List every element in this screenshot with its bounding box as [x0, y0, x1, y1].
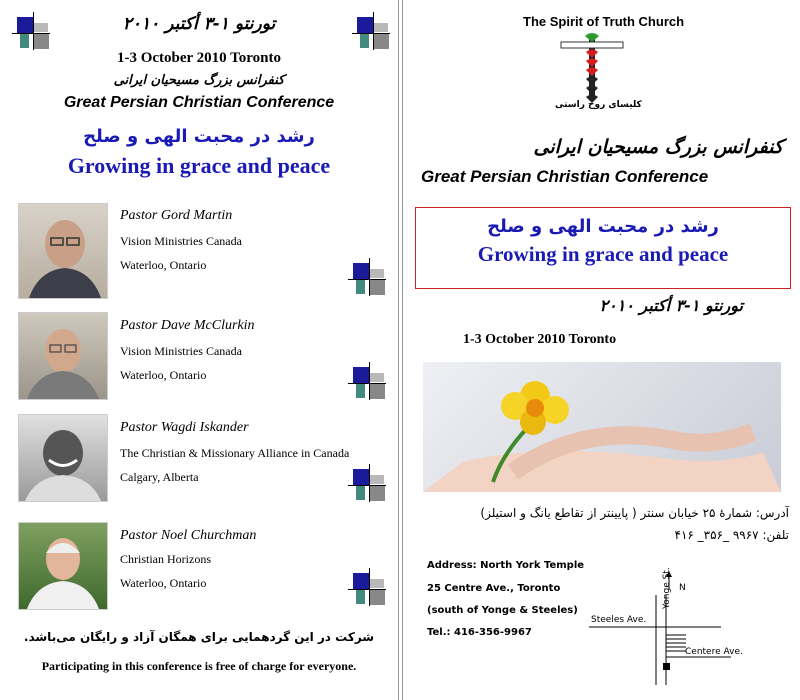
speaker-portrait-icon — [19, 415, 107, 501]
map-label-yonge: Yonge St. — [662, 567, 672, 609]
flower-hands-photo — [423, 362, 781, 492]
church-name-arabic: کلیسای روح راستی — [555, 100, 642, 110]
speaker-city: Waterloo, Ontario — [120, 258, 207, 272]
theme-arabic: رشد در محبت الهی و صلح — [83, 126, 315, 147]
right-panel — [402, 0, 800, 700]
map-label-steeles: Steeles Ave. — [591, 615, 647, 625]
speaker-org: Vision Ministries Canada — [120, 234, 242, 248]
date-english: 1-3 October 2010 Toronto — [463, 332, 617, 347]
speaker-photo — [18, 414, 108, 502]
north-indicator: N — [679, 583, 686, 593]
speaker-org: Vision Ministries Canada — [120, 344, 242, 358]
date-english: 1-3 October 2010 Toronto — [116, 50, 282, 66]
speaker-city: Waterloo, Ontario — [120, 576, 207, 590]
street-english: 25 Centre Ave., Toronto — [427, 583, 561, 594]
theme-arabic: رشد در محبت الهی و صلح — [487, 216, 719, 237]
left-panel — [0, 0, 399, 700]
speaker-portrait-icon — [19, 204, 107, 298]
corner-squares-icon — [348, 568, 386, 606]
flower-icon — [423, 362, 781, 492]
speaker-org: Christian Horizons — [120, 552, 211, 566]
corner-squares-icon — [348, 464, 386, 502]
free-note-english: Participating in this conference is free of charge for everyone. — [41, 659, 357, 673]
speaker-city: Calgary, Alberta — [120, 470, 199, 484]
address-english: Address: North York Temple — [427, 560, 585, 571]
conference-title: Great Persian Christian Conference — [421, 167, 709, 186]
near-english: (south of Yonge & Steeles) — [427, 605, 578, 616]
speaker-name: Pastor Dave McClurkin — [120, 318, 255, 333]
speaker-city: Waterloo, Ontario — [120, 368, 207, 382]
theme-english: Growing in grace and peace — [67, 153, 331, 178]
speaker-name: Pastor Wagdi Iskander — [120, 420, 249, 435]
date-arabic: تورنتو ۱-۳ أکتبر ۲۰۱۰ — [122, 14, 276, 34]
phone-arabic: تلفن: ۹۹۶۷ _۳۵۶_ ۴۱۶ — [674, 528, 789, 542]
location-map — [581, 565, 791, 685]
corner-squares-icon — [348, 258, 386, 296]
speaker-portrait-icon — [19, 313, 107, 399]
corner-squares-icon — [348, 362, 386, 400]
theme-box — [415, 207, 791, 289]
theme-english: Growing in grace and peace — [477, 242, 729, 266]
speaker-photo — [18, 312, 108, 400]
date-arabic: تورنتو ۱-۳ أکتبر ۲۰۱۰ — [599, 296, 743, 315]
address-arabic: آدرس: شمارهٔ ۲۵ خیابان سنتر ( پایینتر از تقاطع یانگ و استیلز) — [480, 506, 789, 520]
speaker-photo — [18, 522, 108, 610]
free-note-arabic: شرکت در این گردهمایی برای همگان آزاد و رایگان می‌باشد. — [23, 630, 375, 644]
conference-title-arabic: کنفرانس بزرگ مسیحیان ایرانی — [113, 73, 285, 88]
speaker-org: The Christian & Missionary Alliance in Canada — [120, 446, 350, 460]
speaker-photo — [18, 203, 108, 299]
conference-title: Great Persian Christian Conference — [63, 94, 335, 111]
speaker-name: Pastor Gord Martin — [120, 208, 233, 223]
tel-english: Tel.: 416-356-9967 — [427, 627, 532, 638]
speaker-portrait-icon — [19, 523, 107, 609]
speaker-name: Pastor Noel Churchman — [120, 528, 257, 543]
church-name: The Spirit of Truth Church — [523, 14, 685, 29]
map-label-centre: Centere Ave. — [685, 647, 743, 657]
map-roads-icon — [581, 565, 791, 685]
conference-title-arabic: کنفرانس بزرگ مسیحیان ایرانی — [533, 136, 783, 158]
